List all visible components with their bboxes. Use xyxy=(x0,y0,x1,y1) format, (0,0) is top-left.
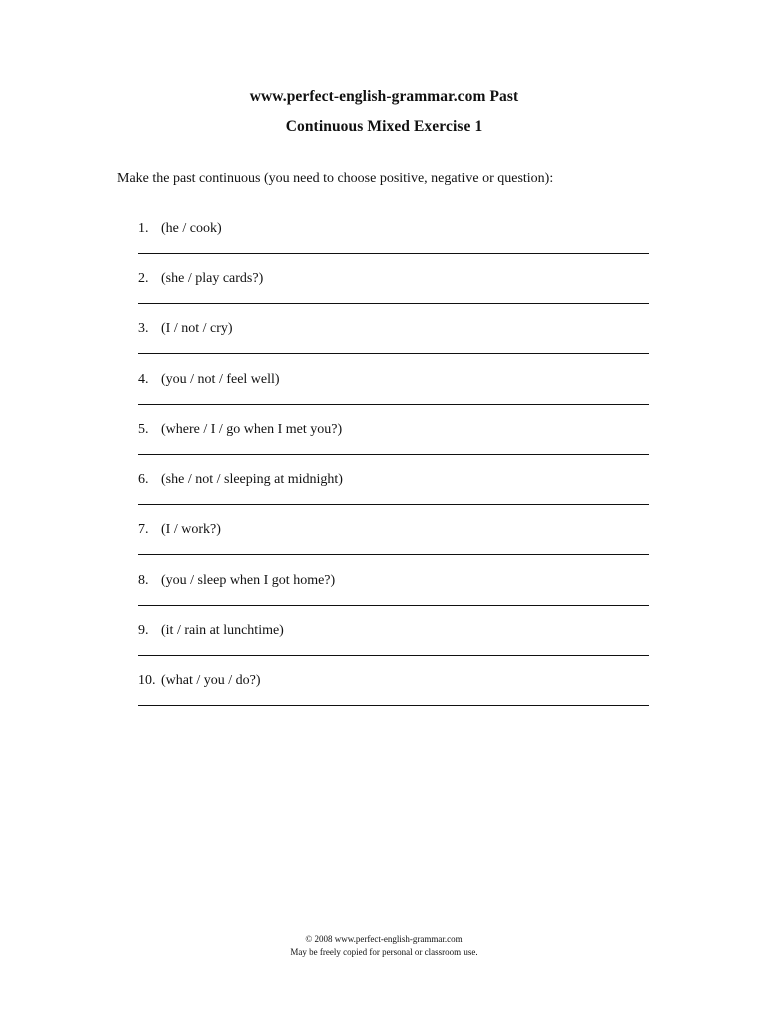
answer-line[interactable] xyxy=(138,454,649,455)
copyright-notice: © 2008 www.perfect-english-grammar.com xyxy=(305,934,463,944)
exercise-item xyxy=(138,221,650,271)
item-prompt: (I / not / cry) xyxy=(161,321,233,336)
item-prompt: (what / you / do?) xyxy=(161,673,261,688)
answer-line[interactable] xyxy=(138,504,649,505)
exercise-item xyxy=(138,472,650,522)
item-number: 3. xyxy=(138,321,149,336)
exercise-item xyxy=(138,522,650,572)
item-prompt: (he / cook) xyxy=(161,221,222,236)
item-prompt: (she / play cards?) xyxy=(161,271,264,286)
item-prompt: (I / work?) xyxy=(161,522,221,537)
exercise-item xyxy=(138,573,650,623)
item-number: 2. xyxy=(138,271,149,286)
exercise-item xyxy=(138,271,650,321)
item-prompt: (she / not / sleeping at midnight) xyxy=(161,472,343,487)
item-prompt: (where / I / go when I met you?) xyxy=(161,422,343,437)
item-number: 4. xyxy=(138,372,149,387)
answer-line[interactable] xyxy=(138,655,649,656)
item-prompt: (you / not / feel well) xyxy=(161,372,280,387)
answer-line[interactable] xyxy=(138,554,649,555)
exercise-item xyxy=(138,422,650,472)
item-number: 7. xyxy=(138,522,149,537)
exercise-item xyxy=(138,673,650,723)
item-number: 9. xyxy=(138,623,149,638)
document-title-line-1: www.perfect-english-grammar.com Past xyxy=(249,88,519,105)
exercise-item xyxy=(138,372,650,422)
item-number: 1. xyxy=(138,221,149,236)
answer-line[interactable] xyxy=(138,605,649,606)
answer-line[interactable] xyxy=(138,353,649,354)
document-title-line-2: Continuous Mixed Exercise 1 xyxy=(285,118,483,135)
answer-line[interactable] xyxy=(138,404,649,405)
item-prompt: (it / rain at lunchtime) xyxy=(161,623,284,638)
instructions-text: Make the past continuous (you need to choose positive, negative or question): xyxy=(117,171,554,186)
item-number: 8. xyxy=(138,573,149,588)
answer-line[interactable] xyxy=(138,253,649,254)
item-number: 6. xyxy=(138,472,149,487)
item-prompt: (you / sleep when I got home?) xyxy=(161,573,336,588)
exercise-item xyxy=(138,623,650,673)
item-number: 10. xyxy=(138,673,156,688)
answer-line[interactable] xyxy=(138,303,649,304)
answer-line[interactable] xyxy=(138,705,649,706)
exercise-item xyxy=(138,321,650,371)
usage-notice: May be freely copied for personal or classroom use. xyxy=(290,947,478,957)
item-number: 5. xyxy=(138,422,149,437)
